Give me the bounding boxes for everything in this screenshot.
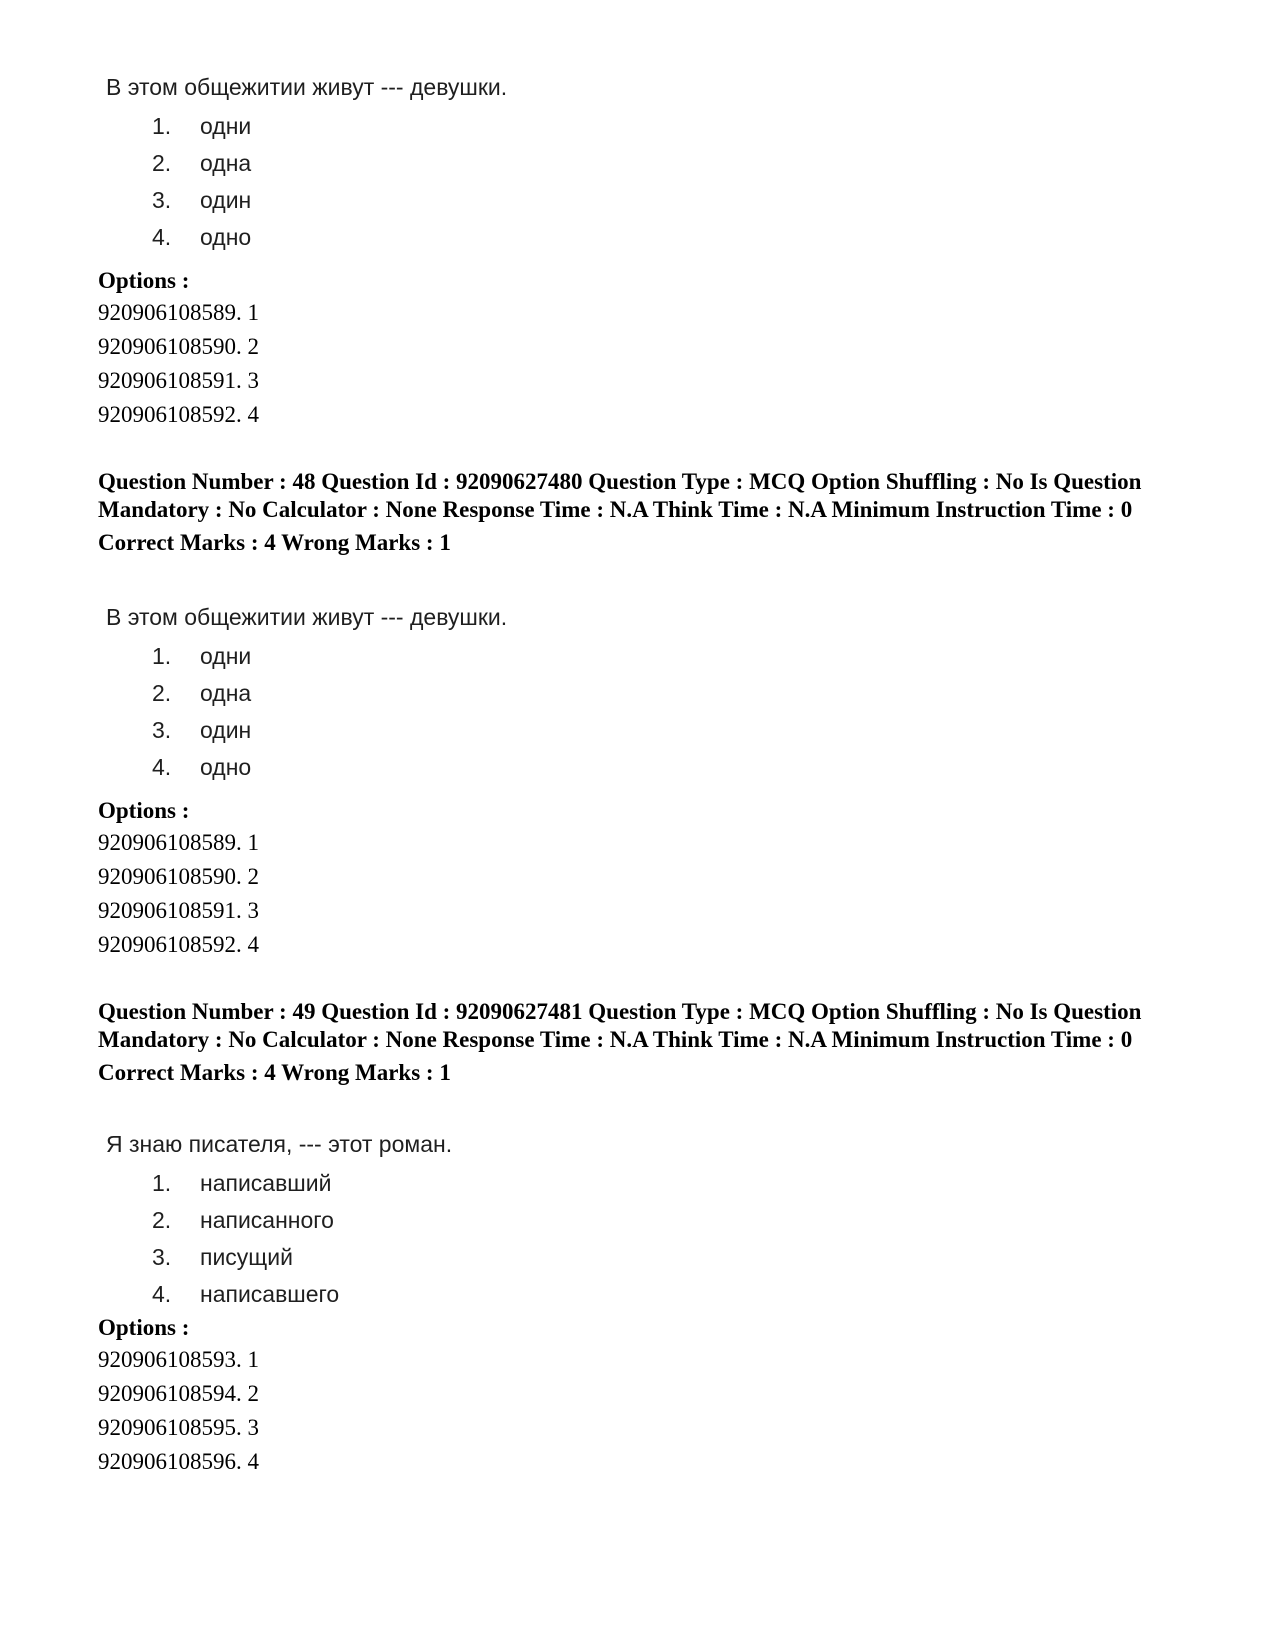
option-id: 920906108594. 2 xyxy=(98,1381,259,1406)
choice-item xyxy=(98,1239,452,1276)
choice-number: 4. xyxy=(152,224,172,250)
choice-item xyxy=(98,1165,452,1202)
question-image-49 xyxy=(98,1129,452,1313)
choice-text: написавший xyxy=(200,1170,332,1196)
options-title: Options : xyxy=(98,1315,190,1340)
choice-item xyxy=(98,145,507,182)
choice-number: 2. xyxy=(152,150,172,176)
choice-list xyxy=(98,638,507,786)
choice-number: 4. xyxy=(152,1281,172,1307)
choice-number: 3. xyxy=(152,1244,172,1270)
choice-item xyxy=(98,712,507,749)
option-id: 920906108592. 4 xyxy=(98,932,259,957)
choice-text: писущий xyxy=(200,1244,293,1270)
options-title: Options : xyxy=(98,268,190,293)
choice-item xyxy=(98,1276,452,1313)
choice-item xyxy=(98,749,507,786)
choice-number: 1. xyxy=(152,113,172,139)
question-header-49 xyxy=(98,998,1198,1088)
choice-number: 3. xyxy=(152,717,172,743)
choice-item xyxy=(98,108,507,145)
choice-number: 3. xyxy=(152,187,172,213)
choice-item xyxy=(98,219,507,256)
choice-text: одно xyxy=(200,224,252,250)
choice-text: одно xyxy=(200,754,252,780)
option-id: 920906108591. 3 xyxy=(98,368,259,393)
choice-item xyxy=(98,182,507,219)
choice-text: одна xyxy=(200,150,252,176)
question-image-1 xyxy=(98,72,507,256)
choice-number: 2. xyxy=(152,1207,172,1233)
question-image-48 xyxy=(98,602,507,786)
choice-number: 2. xyxy=(152,680,172,706)
choice-item xyxy=(98,638,507,675)
options-block-49 xyxy=(98,1313,1198,1479)
choice-item xyxy=(98,675,507,712)
option-id: 920906108592. 4 xyxy=(98,402,259,427)
question-marks: Correct Marks : 4 Wrong Marks : 1 xyxy=(98,530,451,555)
choice-number: 1. xyxy=(152,643,172,669)
question-marks: Correct Marks : 4 Wrong Marks : 1 xyxy=(98,1060,451,1085)
option-id: 920906108591. 3 xyxy=(98,898,259,923)
question-stem: В этом общежитии живут --- девушки. xyxy=(106,604,508,630)
choice-text: одни xyxy=(200,113,252,139)
option-id: 920906108590. 2 xyxy=(98,334,259,359)
options-block-48 xyxy=(98,796,1198,962)
option-id: 920906108593. 1 xyxy=(98,1347,259,1372)
question-meta: Question Number : 48 Question Id : 92090627480 Question Type : MCQ Option Shuffling : No Is Question Mandatory : No Calculator : None Response Time : N.A Think Time : N.A Minimum Instruction Time : 0 xyxy=(98,469,1142,522)
choice-list xyxy=(98,1165,452,1313)
option-id: 920906108590. 2 xyxy=(98,864,259,889)
choice-list xyxy=(98,108,507,256)
choice-text: написанного xyxy=(200,1207,334,1233)
question-stem: Я знаю писателя, --- этот роман. xyxy=(106,1131,453,1157)
choice-number: 4. xyxy=(152,754,172,780)
choice-text: один xyxy=(200,717,252,743)
choice-number: 1. xyxy=(152,1170,172,1196)
option-id: 920906108589. 1 xyxy=(98,300,259,325)
question-header-48 xyxy=(98,468,1198,558)
choice-text: одна xyxy=(200,680,252,706)
option-id: 920906108595. 3 xyxy=(98,1415,259,1440)
question-stem: В этом общежитии живут --- девушки. xyxy=(106,74,508,100)
option-id: 920906108596. 4 xyxy=(98,1449,259,1474)
choice-text: написавшего xyxy=(200,1281,340,1307)
choice-item xyxy=(98,1202,452,1239)
options-title: Options : xyxy=(98,798,190,823)
option-id: 920906108589. 1 xyxy=(98,830,259,855)
choice-text: одни xyxy=(200,643,252,669)
question-meta: Question Number : 49 Question Id : 92090627481 Question Type : MCQ Option Shuffling : No Is Question Mandatory : No Calculator : None Response Time : N.A Think Time : N.A Minimum Instruction Time : 0 xyxy=(98,999,1142,1052)
options-block-1 xyxy=(98,266,1198,432)
choice-text: один xyxy=(200,187,252,213)
